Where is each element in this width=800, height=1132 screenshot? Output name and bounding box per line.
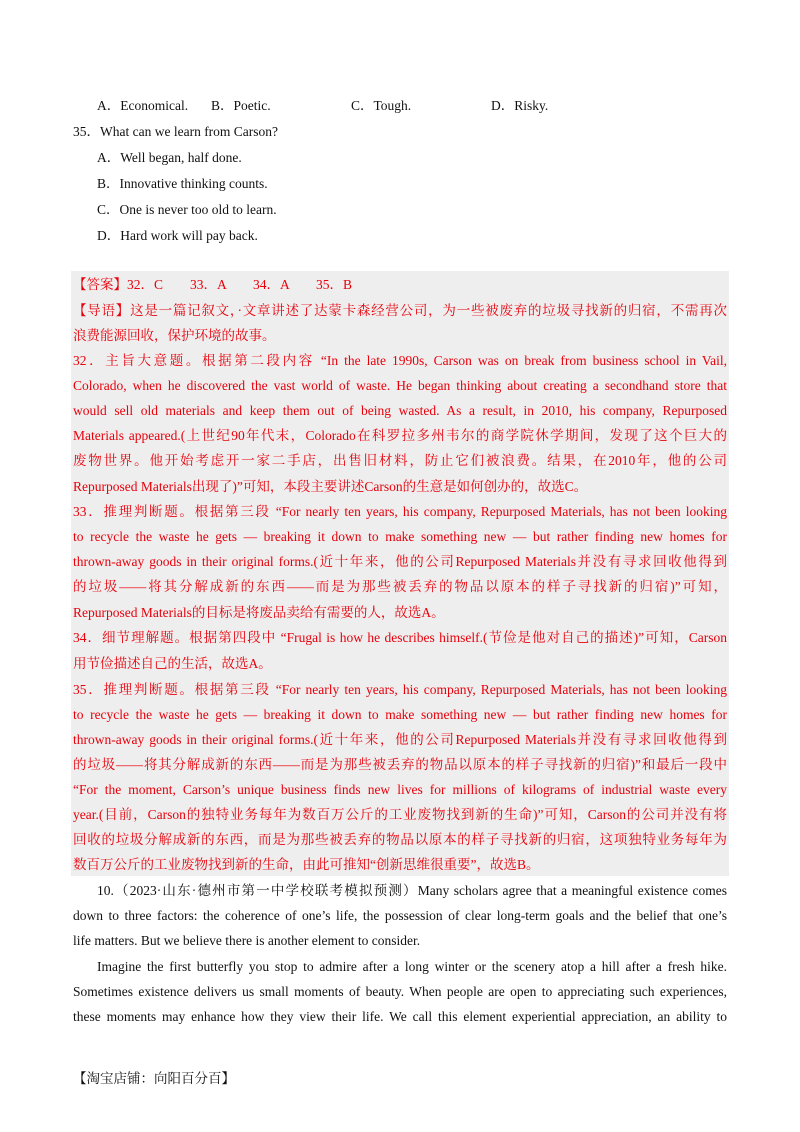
explanation-35-line: thrown-away goods in their original forms.(近十年来，他的公司Repurposed Materials并没有寻求回收他得到 bbox=[73, 732, 727, 747]
passage-line: Imagine the first butterfly you stop to admire after a long winter or the scenery atop a hill after a fresh hike. bbox=[97, 959, 727, 974]
explanation-35-line: 的垃圾——将其分解成新的东西——而是为那些被丢弃的物品以原本的样子寻找新的归宿)”和最后一段中 bbox=[73, 757, 727, 772]
explanation-32-line: 32．主旨大意题。根据第二段内容 “In the late 1990s, Carson was on break from business school in Vail, bbox=[73, 353, 727, 368]
q35-stem: 35．What can we learn from Carson? bbox=[73, 124, 279, 139]
guide-line: 浪费能源回收，保护环境的故事。 bbox=[73, 328, 276, 343]
explanation-32-line: 废物世界。他开始考虑开一家二手店，出售旧材料，防止它们被浪费。结果，在2010年，他的公司 bbox=[73, 453, 727, 468]
explanation-32-line: Materials appeared.(上世纪90年代末，Colorado在科罗拉多州韦尔的商学院休学期间，发现了这个巨大的 bbox=[73, 428, 727, 443]
q34-option-b: B．Poetic. bbox=[211, 98, 271, 113]
explanation-34-line: 34．细节理解题。根据第四段中 “Frugal is how he describes himself.(节俭是他对自己的描述)”可知，Carson bbox=[73, 630, 727, 645]
passage-line: these moments may enhance how they view their life. We call this element experiential appreciation, an ability to bbox=[73, 1009, 727, 1024]
explanation-35-line: to recycle the waste he gets — breaking it down to make something new — but rather finding new homes for bbox=[73, 707, 727, 722]
explanation-33-line: to recycle the waste he gets — breaking it down to make something new — but rather finding new homes for bbox=[73, 529, 727, 544]
passage-line: Sometimes existence delivers us small moments of beauty. When people are open to appreciating such experiences, bbox=[73, 984, 727, 999]
q34-option-c: C．Tough. bbox=[351, 98, 412, 113]
q35-option-a: A．Well began, half done. bbox=[97, 150, 242, 165]
explanation-32-line: Colorado, when he discovered the vast world of waste. He began thinking about creating a secondhand store that bbox=[73, 378, 727, 393]
q34-option-a: A．Economical. bbox=[97, 98, 189, 113]
explanation-35-line: year.(目前，Carson的独特业务每年为数百万公斤的工业废物找到新的生命)”可知，Carson的公司并没有将 bbox=[73, 807, 727, 822]
guide-line: 【导语】这是一篇记叙文，·文章讲述了达蒙卡森经营公司，为一些被废弃的垃圾寻找新的归宿，不需再次 bbox=[73, 303, 727, 318]
footer-shop-label: 【淘宝店铺：向阳百分百】 bbox=[73, 1071, 235, 1086]
explanation-35-line: 35．推理判断题。根据第三段 “For nearly ten years, his company, Repurposed Materials, has not been looking bbox=[73, 682, 727, 697]
explanation-33-line: 33．推理判断题。根据第三段 “For nearly ten years, his company, Repurposed Materials, has not been looking bbox=[73, 504, 727, 519]
q35-option-c: C．One is never too old to learn. bbox=[97, 202, 277, 217]
explanation-33-line: thrown-away goods in their original forms.(近十年来，他的公司Repurposed Materials并没有寻求回收他得到 bbox=[73, 554, 727, 569]
passage-line: 10.（2023·山东·德州市第一中学校联考模拟预测）Many scholars agree that a meaningful existence comes bbox=[97, 883, 727, 898]
explanation-32-line: Repurposed Materials出现了)”可知，本段主要讲述Carson的生意是如何创办的，故选C。 bbox=[73, 479, 588, 494]
q35-option-b: B．Innovative thinking counts. bbox=[97, 176, 268, 191]
q34-option-d: D．Risky. bbox=[491, 98, 549, 113]
explanation-33-line: 的垃圾——将其分解成新的东西——而是为那些被丢弃的物品以原本的样子寻找新的归宿)”可知， bbox=[73, 579, 727, 594]
passage-line: life matters. But we believe there is another element to consider. bbox=[73, 933, 421, 948]
explanation-35-line: “For the moment, Carson’s unique business finds new lives for millions of kilograms of industrial waste every bbox=[73, 782, 727, 797]
explanation-35-line: 数百万公斤的工业废物找到新的生命，由此可推知“创新思维很重要”，故选B。 bbox=[73, 857, 540, 872]
explanation-35-line: 回收的垃圾分解成新的东西，而是为那些被丢弃的物品以原本的样子寻找新的归宿，这项独特业务每年为 bbox=[73, 832, 727, 847]
explanation-34-line: 用节俭描述自己的生活，故选A。 bbox=[73, 656, 272, 671]
explanation-32-line: would sell old materials and keep them out of being wasted. As a result, in 2010, his company, Repurposed bbox=[73, 403, 727, 418]
q35-option-d: D．Hard work will pay back. bbox=[97, 228, 258, 243]
q34-options bbox=[97, 93, 548, 118]
answer-key: 【答案】32．C 33．A 34．A 35．B bbox=[73, 277, 353, 292]
passage-line: down to three factors: the coherence of one’s life, the possession of clear long-term goals and the belief that one’s bbox=[73, 908, 727, 923]
explanation-33-line: Repurposed Materials的目标是将废品卖给有需要的人，故选A。 bbox=[73, 605, 445, 620]
